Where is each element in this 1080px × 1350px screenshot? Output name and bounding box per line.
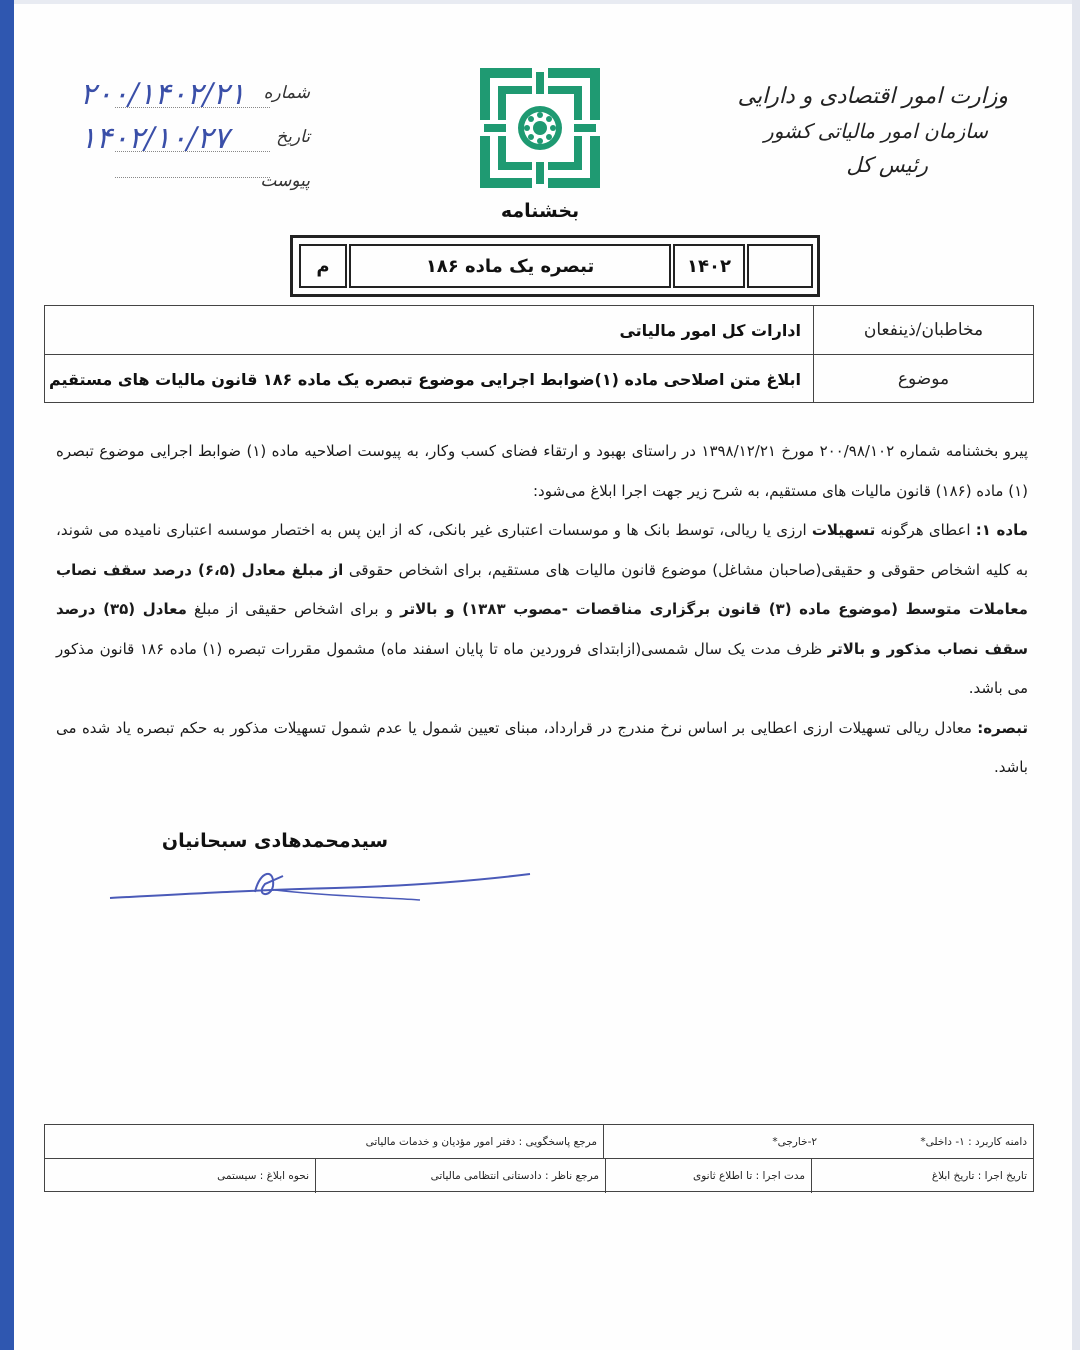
number-label: شماره (263, 83, 310, 103)
intro-paragraph: پیرو بخشنامه شماره ۲۰۰/۹۸/۱۰۲ مورخ ۱۳۹۸/۱۲/۲۱ در راستای بهبود و ارتقاء فضای کسب وکار، به پیوست اصلاحیه ماده (۱) ضوابط اجرایی موضوع تبصره (۱) ماده (۱۸۶) قانون مالیات های مستقیم، به شرح زیر جهت اجرا ابلاغ می‌شود: (56, 442, 1028, 500)
reference-block (60, 75, 310, 207)
article-text-2: ارزی یا ریالی، توسط بانک ها و موسسات اعتباری غیر بانکی، که از این پس به اختصار موسسه اعتباری نامیده می شوند، به کلیه اشخاص حقوقی و حقیقی(صاحبان مشاغل) موضوع قانون مالیات های مستقیم، برای اشخاص حقوقی (56, 521, 1028, 579)
footer-row-1 (45, 1125, 1033, 1159)
number-row (60, 75, 310, 119)
note-paragraph (56, 709, 1028, 788)
article-bold-2: از مبلغ معادل (۶،۵) درصد سقف نصاب معاملات متوسط (موضوع ماده (۳) قانون برگزاری مناقصات -مصوب ۱۳۸۳) و بالاتر (56, 560, 1028, 618)
document-type: بخشنامه (500, 200, 580, 222)
note-label: تبصره: (977, 718, 1028, 737)
reference-office: مرجع پاسخگویی : دفتر امور مؤدیان و خدمات مالیاتی (365, 1136, 597, 1148)
position-title: رئیس کل (846, 153, 928, 177)
usage-scope: دامنه کاربرد : ۱- داخلی* (920, 1136, 1027, 1148)
supervisor: مرجع ناظر : دادستانی انتظامی مالیاتی (315, 1159, 605, 1193)
execution-period: مدت اجرا : تا اطلاع ثانوی (605, 1159, 811, 1193)
article-text-1: اعطای هرگونه (875, 521, 976, 539)
date-value: ۱۴۰۲/۱۰/۲۷ (80, 121, 230, 156)
subject-value: ابلاغ متن اصلاحی ماده (۱)ضوابط اجرایی موضوع تبصره یک ماده ۱۸۶ قانون مالیات های مستقیم (48, 369, 801, 389)
signer-name: سیدمحمدهادی سبحانیان (161, 830, 389, 852)
number-dots (115, 107, 270, 108)
scan-edge-left (0, 0, 14, 1350)
number-value: ۲۰۰/۱۴۰۲/۲۱ (80, 77, 246, 112)
addressee-table (44, 305, 1034, 403)
title-blank (747, 244, 813, 288)
ministry-name: وزارت امور اقتصادی و دارایی (737, 84, 1008, 109)
addressees-label: مخاطبان/ذینفعان (813, 306, 1033, 354)
attachment-row (60, 163, 310, 207)
date-row (60, 119, 310, 163)
scan-edge-right (1072, 0, 1080, 1350)
attachment-label: پیوست (260, 171, 310, 191)
date-dots (115, 151, 270, 152)
subject-row (45, 354, 1033, 403)
circular-title-box (290, 235, 820, 297)
footer-table (44, 1124, 1034, 1192)
ministry-heading (708, 80, 1008, 182)
circular-body (56, 432, 1028, 788)
handwritten-signature (105, 860, 535, 910)
addressees-value: ادارات کل امور مالیاتی (619, 320, 801, 340)
usage-external: ۲-خارجی* (603, 1125, 823, 1159)
title-code: م (299, 244, 347, 288)
organization-name: سازمان امور مالیاتی کشور (764, 119, 988, 143)
note-text: معادل ریالی تسهیلات ارزی اعطایی بر اساس نرخ مندرج در قرارداد، مبنای تعیین شمول یا عدم شمول تسهیلات مذکور به حکم تبصره یاد شده می باشد. (56, 718, 1028, 776)
attachment-dots (115, 177, 270, 178)
article-label: ماده ۱: (975, 521, 1028, 539)
title-year: ۱۴۰۲ (673, 244, 745, 288)
execution-date: تاریخ اجرا : تاریخ ابلاغ (811, 1159, 1033, 1193)
tax-organization-logo-icon (480, 68, 600, 188)
footer-row-2 (45, 1158, 1033, 1193)
title-subject: تبصره یک ماده ۱۸۶ (349, 244, 671, 288)
article-bold-1: تسهیلات (811, 521, 876, 539)
subject-label: موضوع (813, 355, 1033, 403)
article-text-4: ظرف مدت یک سال شمسی(ازابتدای فروردین ماه تا پایان اسفند ماه) مشمول مقررات تبصره (۱) ماده ۱۸۶ قانون مذکور می باشد. (56, 639, 1028, 697)
article-bold-3: معادل (۳۵) درصد سقف نصاب مذکور و بالاتر (56, 600, 1028, 658)
notice-method: نحوه ابلاغ : سیستمی (217, 1170, 309, 1182)
article-text-3: و برای اشخاص حقیقی از مبلغ (186, 600, 401, 618)
article-paragraph (56, 511, 1028, 709)
date-label: تاریخ (276, 127, 310, 147)
addressees-row (45, 306, 1033, 354)
